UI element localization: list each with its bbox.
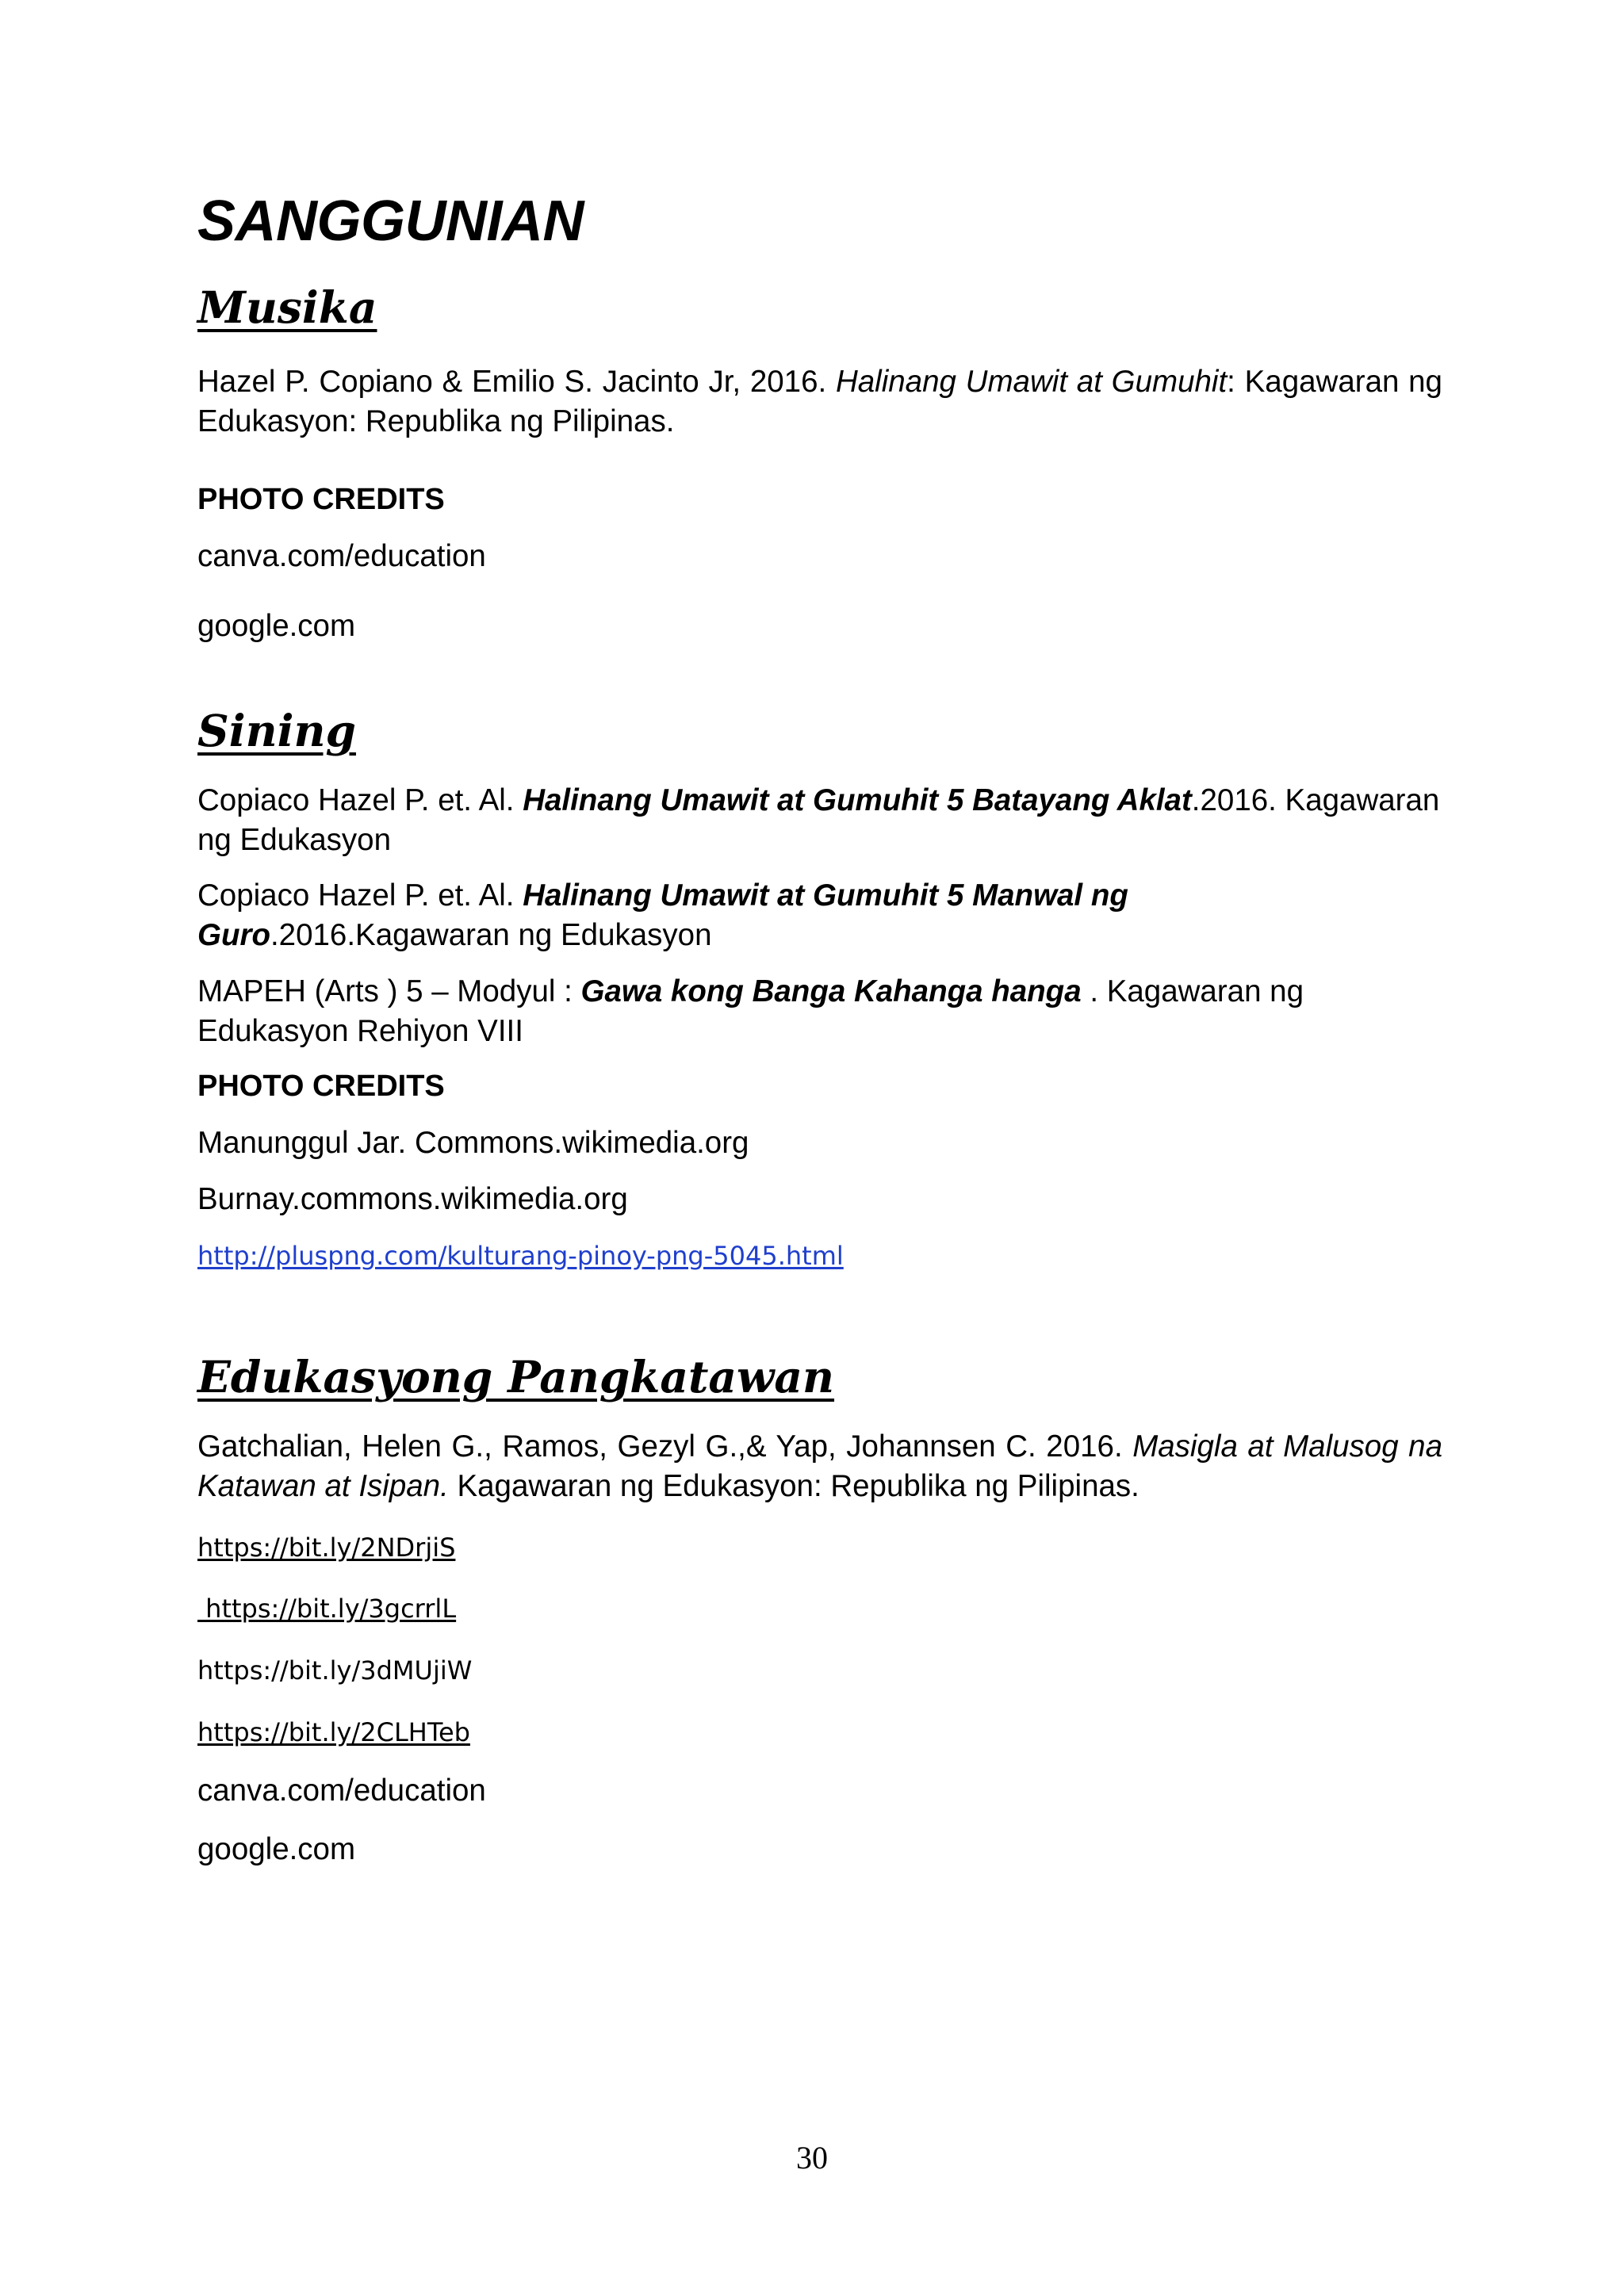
- reference-author: Copiaco Hazel P. et. Al.: [197, 783, 523, 817]
- reference-publisher: .2016.Kagawaran ng Edukasyon: [270, 918, 712, 952]
- page-number: 30: [796, 2140, 828, 2175]
- sining-credit-item: Manunggul Jar. Commons.wikimedia.org: [197, 1126, 749, 1160]
- reference-publisher: Kagawaran ng Edukasyon: Republika ng Pilipinas.: [448, 1469, 1139, 1503]
- pe-link[interactable]: https://bit.ly/3gcrrlL: [197, 1594, 457, 1624]
- section-heading-musika: Musika: [197, 281, 377, 333]
- reference-title: Masigla at Malusog na Katawan at Isipan.: [197, 1429, 1442, 1503]
- section-heading-sining: Sining: [197, 705, 356, 756]
- pe-link[interactable]: https://bit.ly/2NDrjiS: [197, 1533, 456, 1563]
- reference-title: Halinang Umawit at Gumuhit 5 Manwal ng Guro: [197, 878, 1128, 952]
- reference-publisher: : Kagawaran ng Edukasyon: Republika ng Pilipinas.: [197, 365, 1442, 438]
- sining-reference: [197, 876, 1228, 955]
- reference-author: Copiaco Hazel P. et. Al.: [197, 878, 523, 913]
- pe-reference: [197, 1427, 1442, 1506]
- musika-photo-credits-label: PHOTO CREDITS: [197, 483, 445, 516]
- reference-publisher: .2016. Kagawaran ng Edukasyon: [197, 783, 1440, 857]
- musika-credit-item: google.com: [197, 609, 356, 643]
- reference-publisher: . Kagawaran ng Edukasyon Rehiyon VIII: [197, 974, 1304, 1048]
- section-heading-edukasyong-pangkatawan: Edukasyong Pangkatawan: [197, 1351, 835, 1402]
- reference-author: Hazel P. Copiano & Emilio S. Jacinto Jr, 2016.: [197, 365, 836, 399]
- pe-credit-item: google.com: [197, 1832, 356, 1866]
- musika-reference: [197, 362, 1442, 442]
- sining-reference: [197, 972, 1347, 1051]
- reference-title: Halinang Umawit at Gumuhit: [835, 365, 1228, 399]
- sining-credit-link[interactable]: http://pluspng.com/kulturang-pinoy-png-5045.html: [197, 1241, 844, 1271]
- reference-author: MAPEH (Arts ) 5 – Modyul :: [197, 974, 581, 1008]
- pe-link[interactable]: https://bit.ly/3dMUjiW: [197, 1655, 473, 1686]
- document-page: [197, 0, 1442, 2296]
- pe-link[interactable]: https://bit.ly/2CLHTeb: [197, 1717, 470, 1747]
- pe-credit-item: canva.com/education: [197, 1774, 486, 1808]
- reference-title: Halinang Umawit at Gumuhit 5 Batayang Aklat: [523, 783, 1192, 817]
- sining-reference: [197, 781, 1442, 860]
- musika-credit-item: canva.com/education: [197, 539, 486, 573]
- sining-photo-credits-label: PHOTO CREDITS: [197, 1070, 445, 1103]
- reference-title: Gawa kong Banga Kahanga hanga: [580, 974, 1082, 1008]
- sining-credit-item: Burnay.commons.wikimedia.org: [197, 1182, 628, 1216]
- page-title: SANGGUNIAN: [197, 189, 584, 253]
- reference-author: Gatchalian, Helen G., Ramos, Gezyl G.,& Yap, Johannsen C. 2016.: [197, 1429, 1133, 1464]
